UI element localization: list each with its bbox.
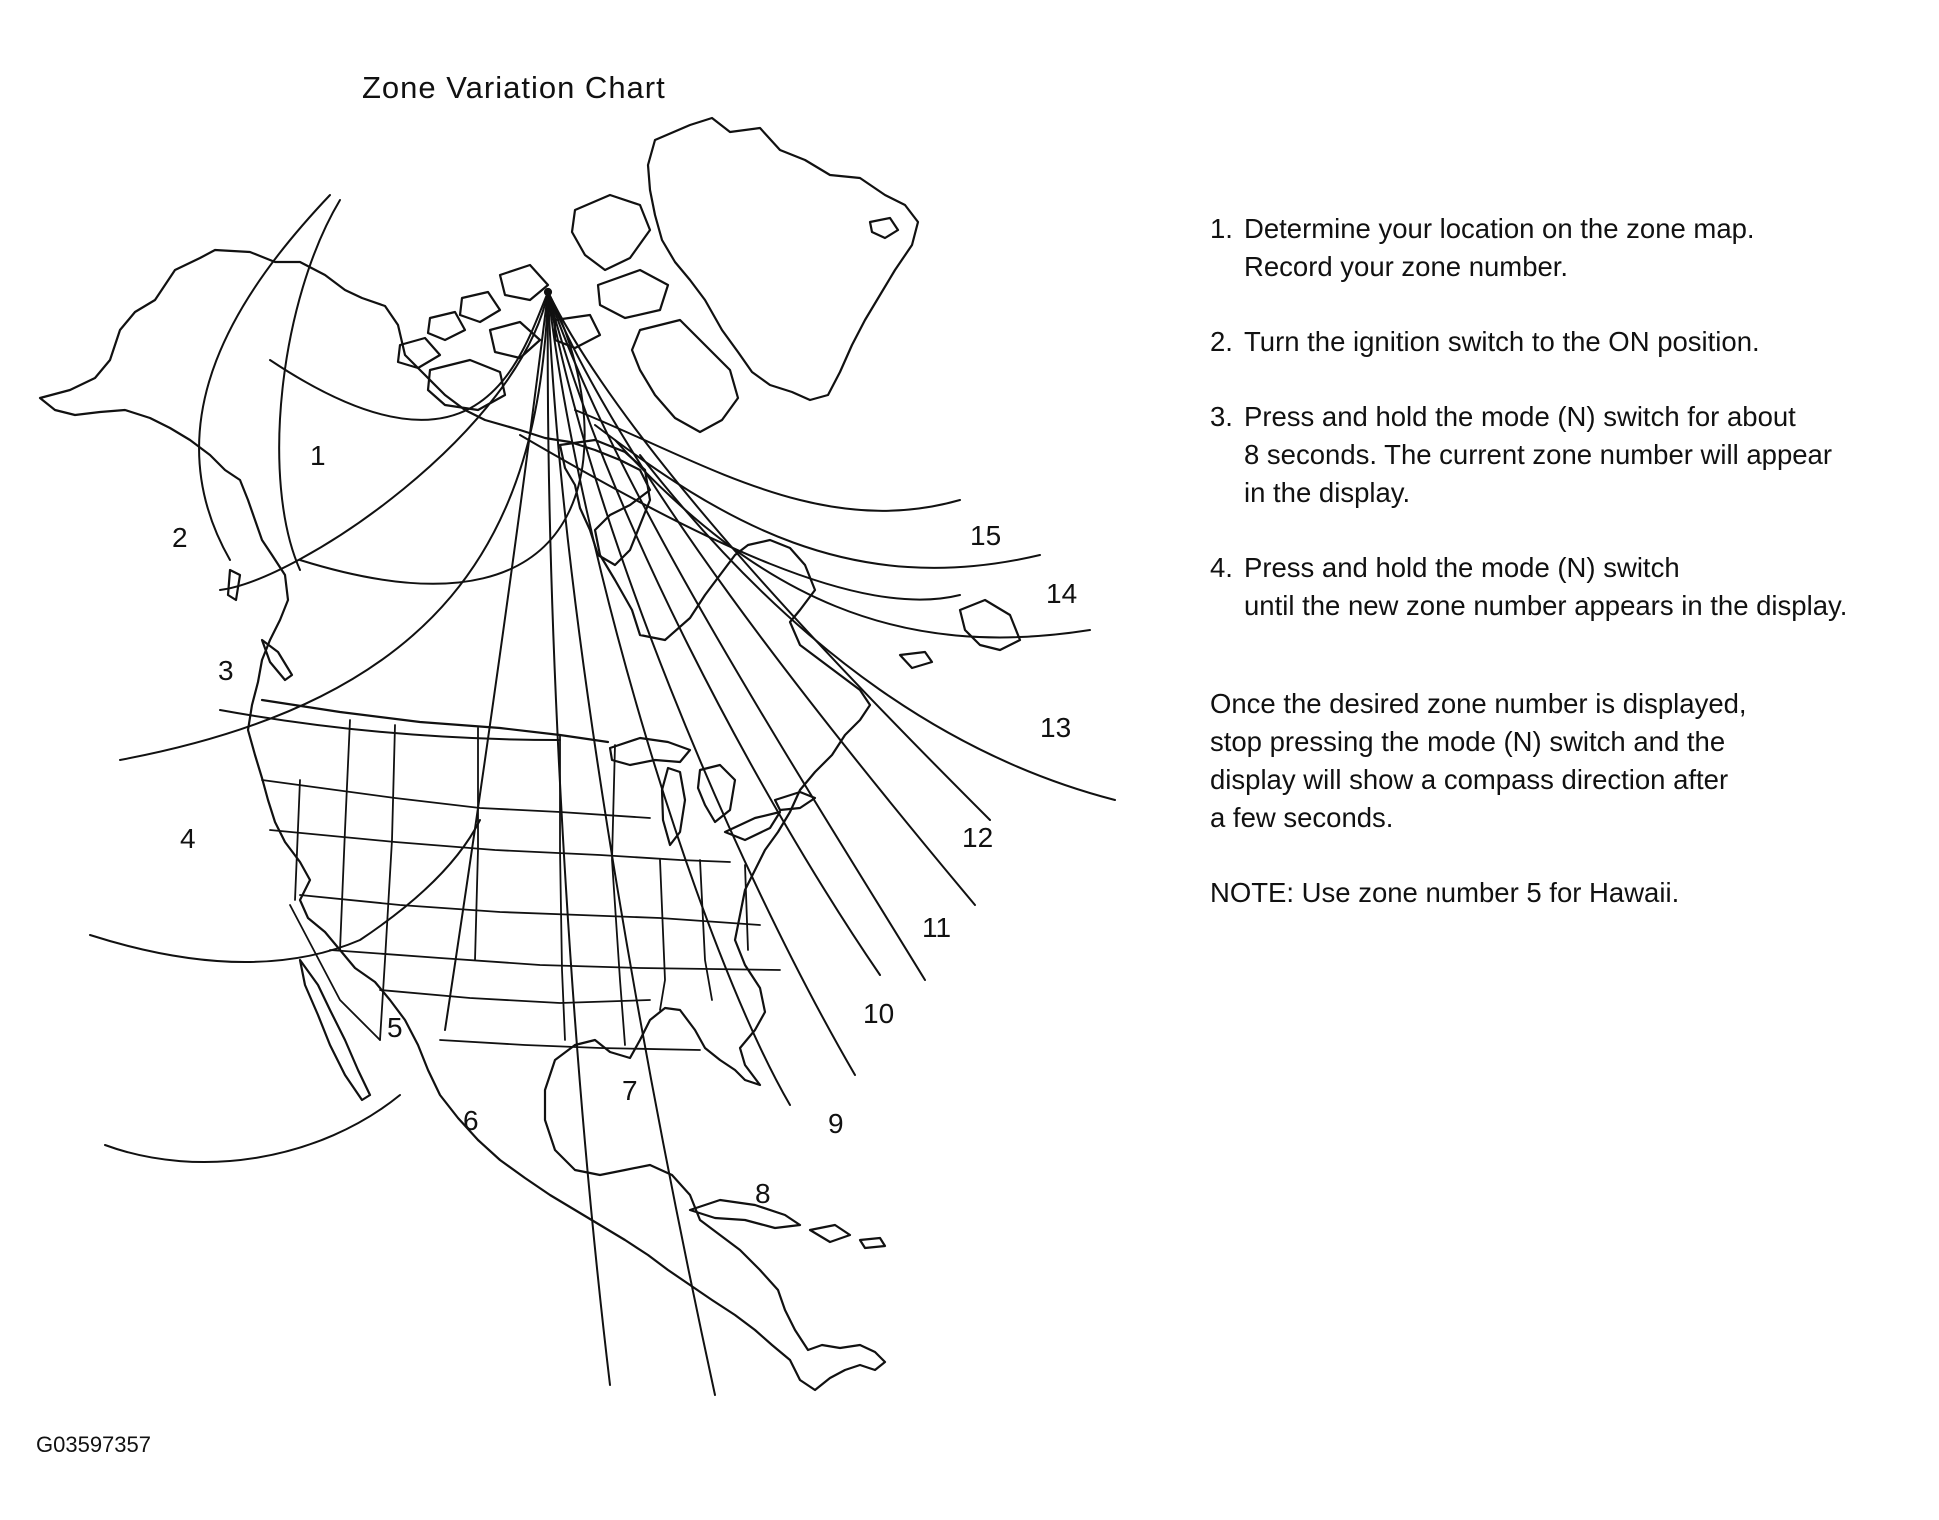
step-text-line: Record your zone number.	[1244, 251, 1569, 282]
arctic-island	[598, 270, 668, 318]
greenland-inner	[870, 218, 898, 238]
arctic-island	[500, 265, 548, 300]
paragraph-line: display will show a compass direction after	[1210, 764, 1729, 795]
coastal-island	[228, 570, 240, 600]
baffin-island	[632, 320, 738, 432]
completion-paragraph	[1210, 685, 1930, 837]
step-text-line: Determine your location on the zone map.	[1244, 213, 1755, 244]
zone-label-14: 14	[1046, 578, 1078, 609]
step-text-line: in the display.	[1244, 477, 1411, 508]
lake-michigan	[662, 768, 685, 845]
instruction-step-1	[1210, 210, 1930, 286]
step-text-line: until the new zone number appears in the display.	[1244, 590, 1848, 621]
zone-label-5: 5	[387, 1012, 403, 1043]
zone-label-10: 10	[863, 998, 895, 1029]
step-number: 4.	[1210, 552, 1233, 583]
step-number: 2.	[1210, 326, 1233, 357]
zone-label-13: 13	[1040, 712, 1072, 743]
figure-id: G03597357	[36, 1432, 151, 1457]
step-number: 1.	[1210, 213, 1233, 244]
lake-huron	[698, 765, 735, 822]
instruction-step-4	[1210, 549, 1930, 625]
caribbean-island	[860, 1238, 885, 1248]
arctic-island	[460, 292, 500, 322]
hawaii-note: NOTE: Use zone number 5 for Hawaii.	[1210, 877, 1680, 908]
zone-label-1: 1	[310, 440, 326, 471]
zone-label-4: 4	[180, 823, 196, 854]
step-text-line: 8 seconds. The current zone number will appear	[1244, 439, 1833, 470]
zone-label-2: 2	[172, 522, 188, 553]
greenland-outline	[648, 118, 918, 400]
zone-arcs	[90, 195, 1115, 1162]
maritime-island	[900, 652, 932, 668]
paragraph-line: stop pressing the mode (N) switch and the	[1210, 726, 1726, 757]
instruction-step-3	[1210, 398, 1930, 512]
step-text-line: Turn the ignition switch to the ON position.	[1244, 326, 1760, 357]
zone-label-8: 8	[755, 1178, 771, 1209]
paragraph-line: Once the desired zone number is displayed,	[1210, 688, 1747, 719]
caribbean-island	[810, 1225, 850, 1242]
zone-label-12: 12	[962, 822, 994, 853]
north-america-outline	[40, 250, 885, 1390]
zone-label-15: 15	[970, 520, 1002, 551]
map-title: Zone Variation Chart	[362, 70, 666, 105]
zone-label-3: 3	[218, 655, 234, 686]
arctic-island	[572, 195, 650, 270]
step-text-line: Press and hold the mode (N) switch for about	[1244, 401, 1796, 432]
step-number: 3.	[1210, 401, 1233, 432]
zone-label-9: 9	[828, 1108, 844, 1139]
instructions-panel	[1210, 210, 1930, 912]
zone-label-11: 11	[922, 912, 952, 943]
instruction-step-2	[1210, 323, 1930, 361]
zone-label-6: 6	[463, 1105, 479, 1136]
baja-california	[300, 960, 370, 1100]
newfoundland	[960, 600, 1020, 650]
magnetic-apex	[545, 289, 551, 295]
victoria-island	[428, 360, 505, 410]
arctic-island	[428, 312, 465, 340]
step-text-line: Press and hold the mode (N) switch	[1244, 552, 1680, 583]
paragraph-line: a few seconds.	[1210, 802, 1394, 833]
isogonic-rays	[120, 292, 990, 1395]
zone-label-7: 7	[622, 1075, 638, 1106]
